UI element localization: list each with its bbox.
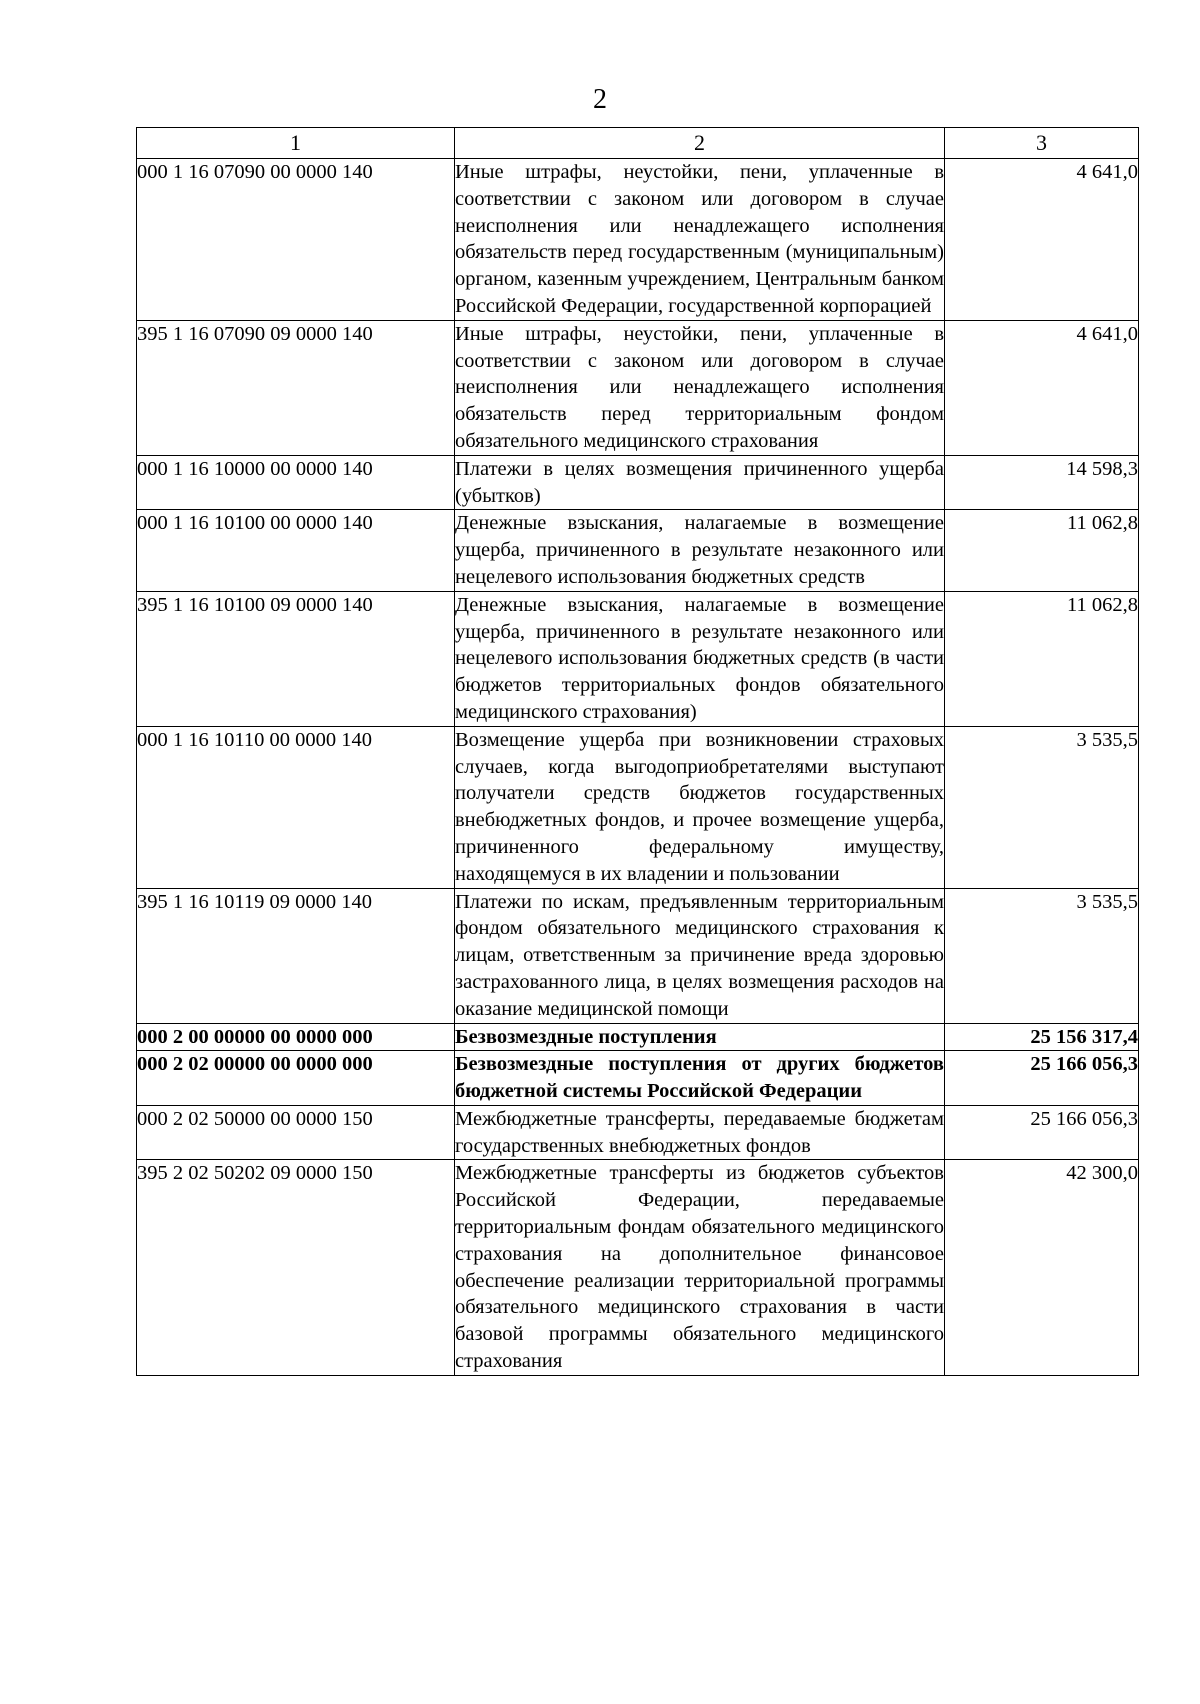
table-row <box>137 726 1139 888</box>
amount-thousand-rubles: 25 156 317,4 <box>945 1023 1139 1051</box>
revenue-description: Безвозмездные поступления от других бюджетов бюджетной системы Российской Федерации <box>455 1051 945 1106</box>
amount-thousand-rubles: 4 641,0 <box>945 320 1139 455</box>
column-3-header: 3 <box>945 128 1139 159</box>
table-row <box>137 510 1139 591</box>
amount-thousand-rubles: 11 062,8 <box>945 510 1139 591</box>
column-2-header: 2 <box>455 128 945 159</box>
budget-classification-code: 395 1 16 07090 09 0000 140 <box>137 320 455 455</box>
revenue-description: Иные штрафы, неустойки, пени, уплаченные в соответствии с законом или договором в случае неисполнения или ненадлежащего исполнения обязательств перед государственным (муниципальным) органом, казенным учреждением, Центральным банком Российской Федерации, государственной корпорацией <box>455 159 945 321</box>
revenue-description: Денежные взыскания, налагаемые в возмещение ущерба, причиненного в результате незаконного или нецелевого использования бюджетных средств (в части бюджетов территориальных фондов обязательного медицинского страхования) <box>455 591 945 726</box>
amount-thousand-rubles: 25 166 056,3 <box>945 1105 1139 1160</box>
budget-classification-code: 000 1 16 10100 00 0000 140 <box>137 510 455 591</box>
amount-thousand-rubles: 14 598,3 <box>945 455 1139 510</box>
budget-classification-code: 000 1 16 10000 00 0000 140 <box>137 455 455 510</box>
table-row <box>137 1105 1139 1160</box>
budget-classification-code: 395 1 16 10119 09 0000 140 <box>137 888 455 1023</box>
amount-thousand-rubles: 4 641,0 <box>945 159 1139 321</box>
revenue-description: Денежные взыскания, налагаемые в возмещение ущерба, причиненного в результате незаконного или нецелевого использования бюджетных средств <box>455 510 945 591</box>
budget-classification-code: 000 1 16 10110 00 0000 140 <box>137 726 455 888</box>
budget-classification-code: 395 1 16 10100 09 0000 140 <box>137 591 455 726</box>
budget-classification-code: 000 1 16 07090 00 0000 140 <box>137 159 455 321</box>
revenue-description: Возмещение ущерба при возникновении страховых случаев, когда выгодоприобретателями выступают получатели средств бюджетов государственных внебюджетных фондов, и прочее возмещение ущерба, причиненного федеральному имуществу, находящемуся в их владении и пользовании <box>455 726 945 888</box>
page-number: 2 <box>593 84 607 115</box>
table-row <box>137 591 1139 726</box>
budget-classification-code: 000 2 02 00000 00 0000 000 <box>137 1051 455 1106</box>
revenue-description: Безвозмездные поступления <box>455 1023 945 1051</box>
revenue-description: Межбюджетные трансферты, передаваемые бюджетам государственных внебюджетных фондов <box>455 1105 945 1160</box>
budget-classification-code: 000 2 02 50000 00 0000 150 <box>137 1105 455 1160</box>
revenue-description: Иные штрафы, неустойки, пени, уплаченные в соответствии с законом или договором в случае неисполнения или ненадлежащего исполнения обязательств перед территориальным фондом обязательного медицинского страхования <box>455 320 945 455</box>
column-1-header: 1 <box>137 128 455 159</box>
revenue-description: Платежи по искам, предъявленным территориальным фондом обязательного медицинского страхования к лицам, ответственным за причинение вреда здоровью застрахованного лица, в целях возмещения расходов на оказание медицинской помощи <box>455 888 945 1023</box>
table-row <box>137 159 1139 321</box>
table-row <box>137 455 1139 510</box>
amount-thousand-rubles: 3 535,5 <box>945 888 1139 1023</box>
column-number-row <box>137 128 1139 159</box>
table-row <box>137 320 1139 455</box>
table-row <box>137 1051 1139 1106</box>
revenue-description: Платежи в целях возмещения причиненного ущерба (убытков) <box>455 455 945 510</box>
budget-revenue-table <box>136 127 1139 1376</box>
budget-classification-code: 000 2 00 00000 00 0000 000 <box>137 1023 455 1051</box>
revenue-description: Межбюджетные трансферты из бюджетов субъектов Российской Федерации, передаваемые территориальным фондам обязательного медицинского страхования на дополнительное финансовое обеспечение реализации территориальной программы обязательного медицинского страхования в части базовой программы обязательного медицинского страхования <box>455 1160 945 1375</box>
table-row <box>137 1160 1139 1375</box>
amount-thousand-rubles: 3 535,5 <box>945 726 1139 888</box>
budget-classification-code: 395 2 02 50202 09 0000 150 <box>137 1160 455 1375</box>
amount-thousand-rubles: 25 166 056,3 <box>945 1051 1139 1106</box>
amount-thousand-rubles: 11 062,8 <box>945 591 1139 726</box>
table-row <box>137 888 1139 1023</box>
table-row <box>137 1023 1139 1051</box>
amount-thousand-rubles: 42 300,0 <box>945 1160 1139 1375</box>
